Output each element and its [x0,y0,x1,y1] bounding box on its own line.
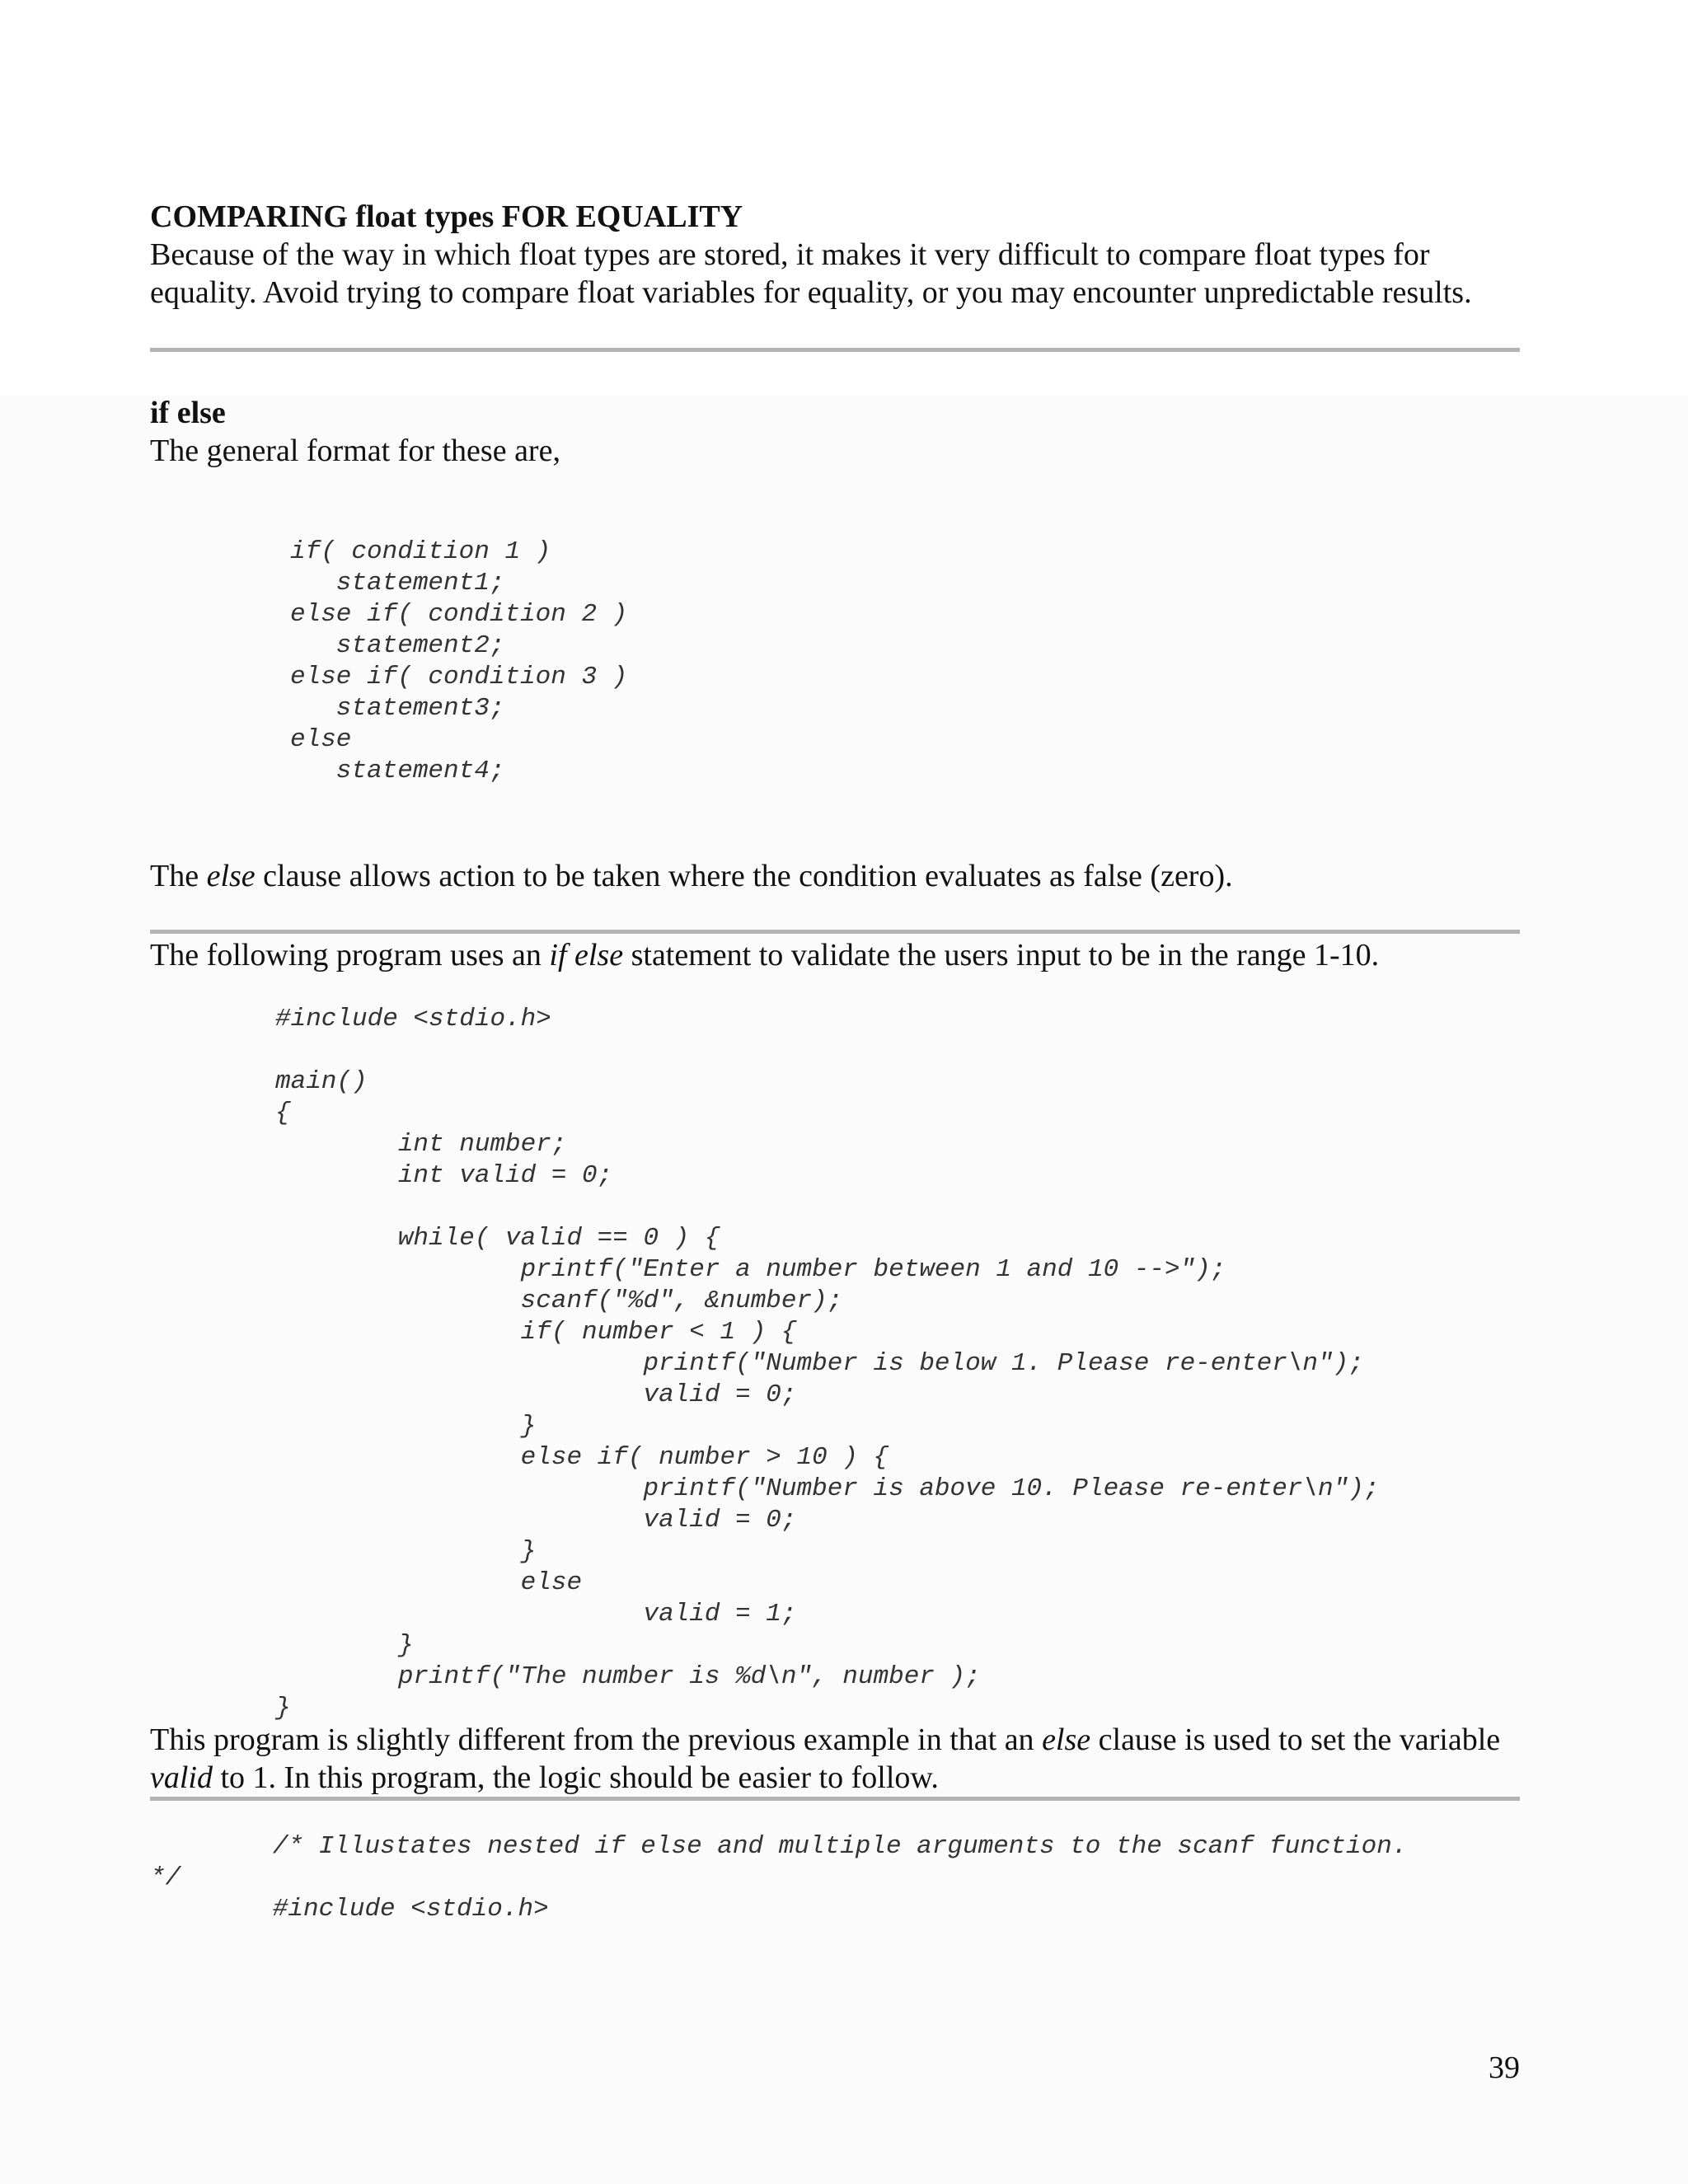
else-keyword-em-2: else [1042,1722,1091,1757]
paragraph-program-intro [150,936,1518,974]
divider-rule-3 [150,1797,1520,1801]
code-block-validate-input: #include <stdio.h> main() { int number; int valid = 0; while( valid == 0 ) { printf("Enter a number between 1 and 10 -->"); scanf("%d", &number); if( number < 1 ) { printf("Number is below 1. Please re-enter\n"); valid = 0; } else if( number > 10 ) { printf("Number is above 10. Please re-enter\n"); valid = 0; } else valid = 1; } printf("The number is %d\n", number ); } [275,1005,1380,1722]
else-clause-text-suffix: clause allows action to be taken where the condition evaluates as false (zero). [255,859,1233,893]
code-block-nested-if-else: /* Illustates nested if else and multiple arguments to the scanf function. */ #include <stdio.h> [150,1832,1408,1924]
paragraph-program-explanation [150,1721,1518,1797]
program-intro-suffix: statement to validate the users input to be in the range 1-10. [623,938,1380,972]
page-number: 39 [1489,2050,1520,2085]
valid-variable-em: valid [150,1760,213,1795]
else-clause-text-prefix: The [150,859,207,893]
section-heading-comparing-float: COMPARING float types FOR EQUALITY [150,199,743,234]
if-else-keyword-em: if else [549,938,624,972]
code-block-if-else-format: if( condition 1 ) statement1; else if( condition 2 ) statement2; else if( condition 3 ) statement3; else statement4; [290,537,628,785]
divider-rule-2 [150,930,1520,934]
paragraph-general-format: The general format for these are, [150,434,560,468]
paragraph-else-clause [150,857,1518,895]
else-keyword-em: else [206,859,256,893]
paragraph-float-equality: Because of the way in which float types are stored, it makes it very difficult to compare float types for equality. Avoid trying to compare float variables for equality, or you may encounter unpredictable results. [150,237,1472,310]
divider-rule-1 [150,348,1520,352]
section-heading-if-else: if else [150,396,226,430]
explanation-part-a: This program is slightly different from the previous example in that an [150,1722,1043,1757]
program-intro-prefix: The following program uses an [150,938,550,972]
explanation-part-b: clause is used to set the variable [1090,1722,1501,1757]
explanation-part-c: to 1. In this program, the logic should be easier to follow. [212,1760,939,1795]
